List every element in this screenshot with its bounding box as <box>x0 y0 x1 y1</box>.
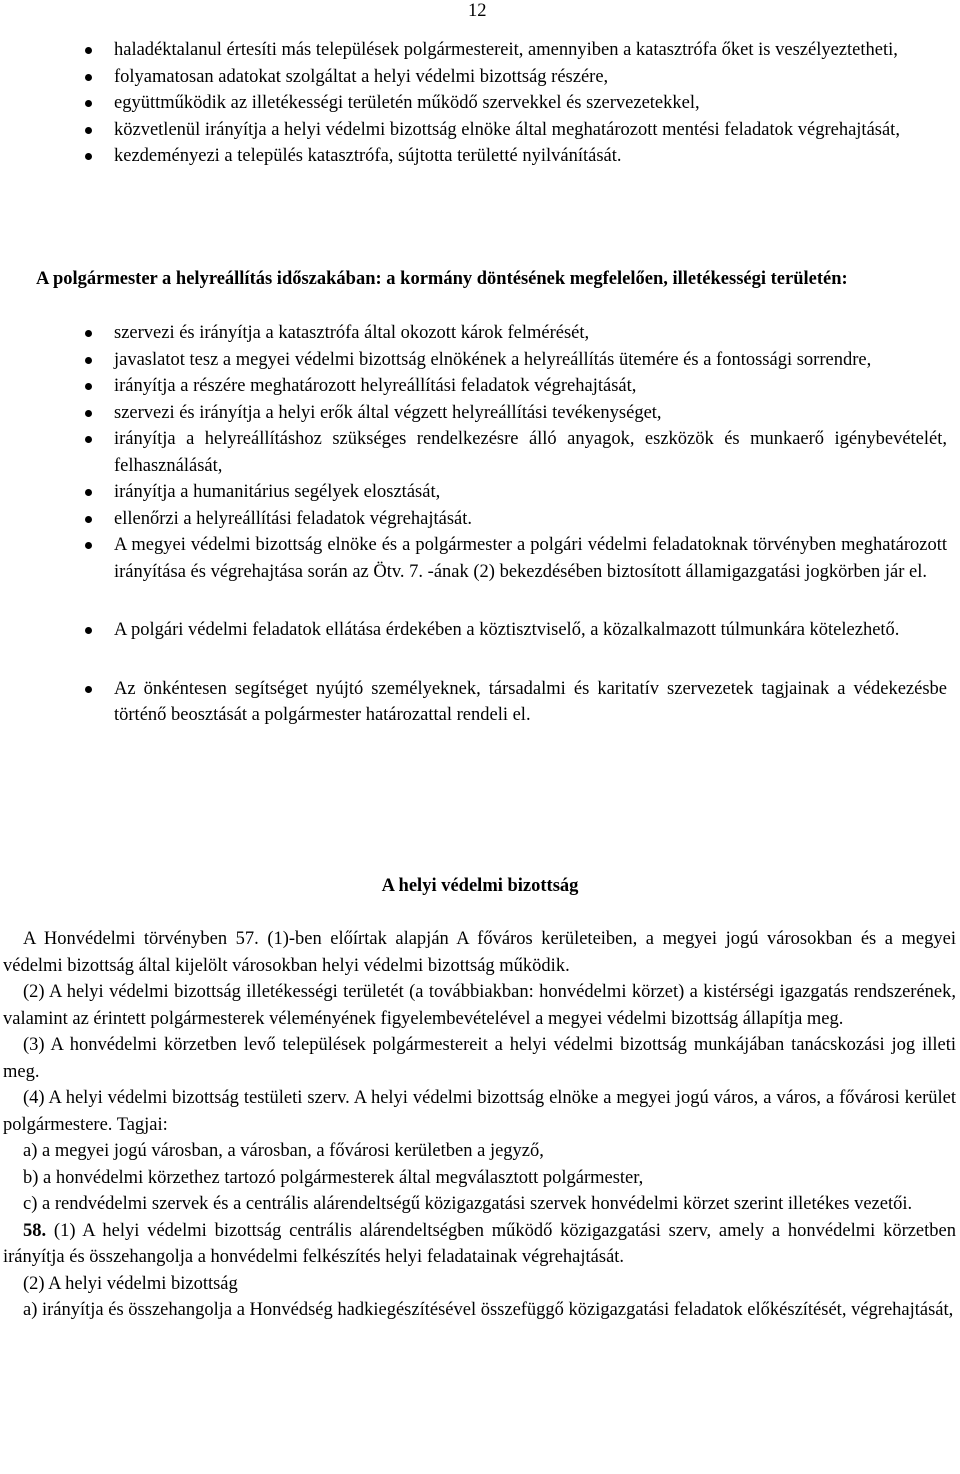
bullet-icon <box>85 542 92 549</box>
list-item: ellenőrzi a helyreállítási feladatok végrehajtását. <box>114 506 947 533</box>
list-item: irányítja a helyreállításhoz szükséges rendelkezésre álló anyagok, eszközök és munkaerő igénybevételét, felhasználását, <box>114 426 947 479</box>
paragraph: b) a honvédelmi körzethez tartozó polgármesterek által megválasztott polgármester, <box>23 1167 644 1188</box>
paragraph <box>3 1218 956 1271</box>
bullet-icon <box>85 489 92 496</box>
paragraph: A Honvédelmi törvényben 57. (1)-ben előírtak alapján A főváros kerületeiben, a megyei jogú városokban és a megyei védelmi bizottság által kijelölt városokban helyi védelmi bizottság működik. <box>3 929 956 976</box>
body-text <box>3 926 956 1324</box>
list-item: haladéktalanul értesíti más települések polgármestereit, amennyiben a katasztrófa őket is veszélyeztetheti, <box>114 37 947 64</box>
section-heading: A polgármester a helyreállítás időszakában: a kormány döntésének megfelelően, illetékességi területén: <box>36 269 848 289</box>
list-item: együttműködik az illetékességi területén működő szervekkel és szervezetekkel, <box>114 90 947 117</box>
bullet-icon <box>85 74 92 81</box>
bullet-icon <box>85 516 92 523</box>
paragraph-text: (1) A helyi védelmi bizottság centrális alárendeltségben működő közigazgatási szerv, amely a honvédelmi körzetben irányítja és összehangolja a honvédelmi felkészítés helyi feladatainak végrehajtását. <box>3 1220 956 1267</box>
section-number: 58. <box>23 1220 47 1241</box>
bullet-icon <box>85 47 92 54</box>
list-item: irányítja a humanitárius segélyek elosztását, <box>114 479 947 506</box>
list-item: szervezi és irányítja a helyi erők által végzett helyreállítási tevékenységet, <box>114 400 947 427</box>
bullet-icon <box>85 127 92 134</box>
bullet-list-restoration <box>114 320 947 729</box>
list-item: kezdeményezi a település katasztrófa, sújtotta területté nyilvánítását. <box>114 143 947 170</box>
bullet-icon <box>85 153 92 160</box>
bullet-icon <box>85 330 92 337</box>
paragraph: (3) A honvédelmi körzetben levő települések polgármestereit a helyi védelmi bizottság munkájában tanácskozási jog illeti meg. <box>3 1035 956 1082</box>
bullet-icon <box>85 383 92 390</box>
list-item: A polgári védelmi feladatok ellátása érdekében a köztisztviselő, a közalkalmazott túlmunkára kötelezhető. <box>114 617 947 644</box>
paragraph: a) a megyei jogú városban, a városban, a fővárosi kerületben a jegyző, <box>23 1141 544 1161</box>
bullet-icon <box>85 627 92 634</box>
list-item: szervezi és irányítja a katasztrófa által okozott károk felmérését, <box>114 320 947 347</box>
paragraph: (2) A helyi védelmi bizottság <box>23 1273 238 1294</box>
bullet-icon <box>85 436 92 443</box>
paragraph: (4) A helyi védelmi bizottság testületi szerv. A helyi védelmi bizottság elnöke a megyei jogú város, a város, a fővárosi kerület polgármestere. Tagjai: <box>3 1088 956 1135</box>
list-item: irányítja a részére meghatározott helyreállítási feladatok végrehajtását, <box>114 373 947 400</box>
list-item: Az önkéntesen segítséget nyújtó személyeknek, társadalmi és karitatív szervezetek tagjainak a védekezésbe történő beosztását a polgármester határozattal rendeli el. <box>114 676 947 729</box>
paragraph: (2) A helyi védelmi bizottság illetékességi területét (a továbbiakban: honvédelmi körzet) a kistérségi igazgatás rendszerének, valamint az érintett polgármesterek véleményének figyelembevételével a megyei védelmi bizottság állapítja meg. <box>3 982 956 1029</box>
bullet-icon <box>85 100 92 107</box>
page-number: 12 <box>468 1 487 21</box>
bullet-icon <box>85 410 92 417</box>
bullet-icon <box>85 357 92 364</box>
paragraph: c) a rendvédelmi szervek és a centrális alárendeltségű közigazgatási szervek honvédelmi körzet szerint illetékes vezetői. <box>23 1194 913 1214</box>
bullet-icon <box>85 686 92 693</box>
bullet-list-duties <box>114 37 947 170</box>
paragraph: a) irányítja és összehangolja a Honvédség hadkiegészítésével összefüggő közigazgatási feladatok előkészítését, végrehajtását, <box>23 1300 954 1320</box>
section-title: A helyi védelmi bizottság <box>381 876 579 896</box>
list-item: folyamatosan adatokat szolgáltat a helyi védelmi bizottság részére, <box>114 64 947 91</box>
list-item: javaslatot tesz a megyei védelmi bizottság elnökének a helyreállítás ütemére és a fontossági sorrendre, <box>114 347 947 374</box>
list-item: közvetlenül irányítja a helyi védelmi bizottság elnöke által meghatározott mentési feladatok végrehajtását, <box>114 117 947 144</box>
list-item: A megyei védelmi bizottság elnöke és a polgármester a polgári védelmi feladatoknak törvényben meghatározott irányítása és végrehajtása során az Ötv. 7. -ának (2) bekezdésében biztosított államigazgatási jogkörben jár el. <box>114 532 947 585</box>
